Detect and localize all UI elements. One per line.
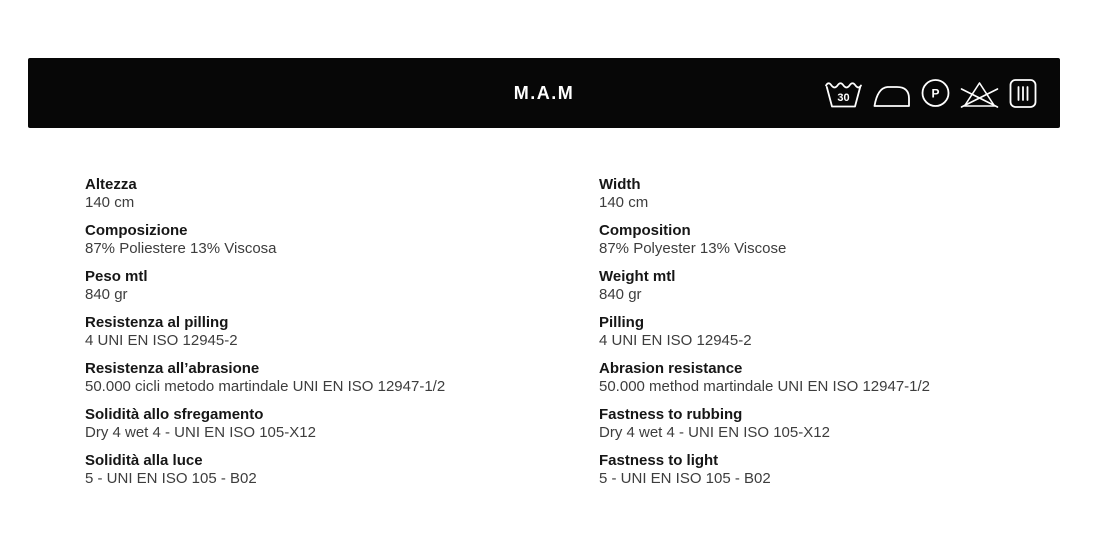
header-bar [28, 58, 1060, 128]
do-not-bleach-icon [960, 78, 999, 109]
care-icons-group [824, 78, 1037, 109]
spec-label: Solidità alla luce [85, 452, 203, 469]
spec-value: 4 UNI EN ISO 12945-2 [85, 332, 238, 349]
spec-label: Abrasion resistance [599, 360, 743, 377]
specs-column-english [599, 176, 1089, 498]
spec-light [599, 452, 1089, 488]
spec-label: Width [599, 176, 641, 193]
spec-sfregamento [85, 406, 575, 442]
spec-composizione [85, 222, 575, 258]
spec-abrasione [85, 360, 575, 396]
spec-label: Resistenza al pilling [85, 314, 229, 331]
dry-clean-p-icon [921, 79, 950, 108]
page-title: M.A.M [513, 82, 575, 103]
iron-icon [873, 78, 911, 109]
spec-value: 50.000 cicli metodo martindale UNI EN ISO 12947-1/2 [85, 378, 446, 395]
drip-dry-icon [1009, 78, 1037, 108]
spec-altezza [85, 176, 575, 212]
spec-luce [85, 452, 575, 488]
spec-value: 140 cm [85, 194, 135, 211]
spec-weight [599, 268, 1089, 304]
dry-clean-letter: P [931, 86, 940, 101]
spec-label: Composition [599, 222, 691, 239]
spec-value: 140 cm [599, 194, 649, 211]
spec-value: 87% Poliestere 13% Viscosa [85, 240, 277, 257]
spec-label: Solidità allo sfregamento [85, 406, 264, 423]
spec-label: Pilling [599, 314, 644, 331]
spec-label: Fastness to rubbing [599, 406, 743, 423]
spec-label: Peso mtl [85, 268, 148, 285]
spec-label: Fastness to light [599, 452, 719, 469]
spec-label: Composizione [85, 222, 188, 239]
spec-abrasion [599, 360, 1089, 396]
spec-peso [85, 268, 575, 304]
spec-pilling-it [85, 314, 575, 350]
specs-column-italian [85, 176, 575, 498]
spec-label: Weight mtl [599, 268, 676, 285]
spec-value: 840 gr [599, 286, 642, 303]
spec-value: 5 - UNI EN ISO 105 - B02 [85, 470, 257, 487]
spec-value: Dry 4 wet 4 - UNI EN ISO 105-X12 [599, 424, 830, 441]
spec-width [599, 176, 1089, 212]
spec-value: 5 - UNI EN ISO 105 - B02 [599, 470, 771, 487]
spec-value: Dry 4 wet 4 - UNI EN ISO 105-X12 [85, 424, 316, 441]
wash-30-icon [824, 78, 863, 109]
spec-value: 87% Polyester 13% Viscose [599, 240, 787, 257]
spec-rubbing [599, 406, 1089, 442]
wash-temp-label: 30 [837, 92, 850, 104]
spec-value: 50.000 method martindale UNI EN ISO 12947-1/2 [599, 378, 931, 395]
spec-label: Resistenza all’abrasione [85, 360, 260, 377]
spec-label: Altezza [85, 176, 137, 193]
spec-value: 4 UNI EN ISO 12945-2 [599, 332, 752, 349]
spec-value: 840 gr [85, 286, 128, 303]
spec-composition [599, 222, 1089, 258]
spec-pilling-en [599, 314, 1089, 350]
